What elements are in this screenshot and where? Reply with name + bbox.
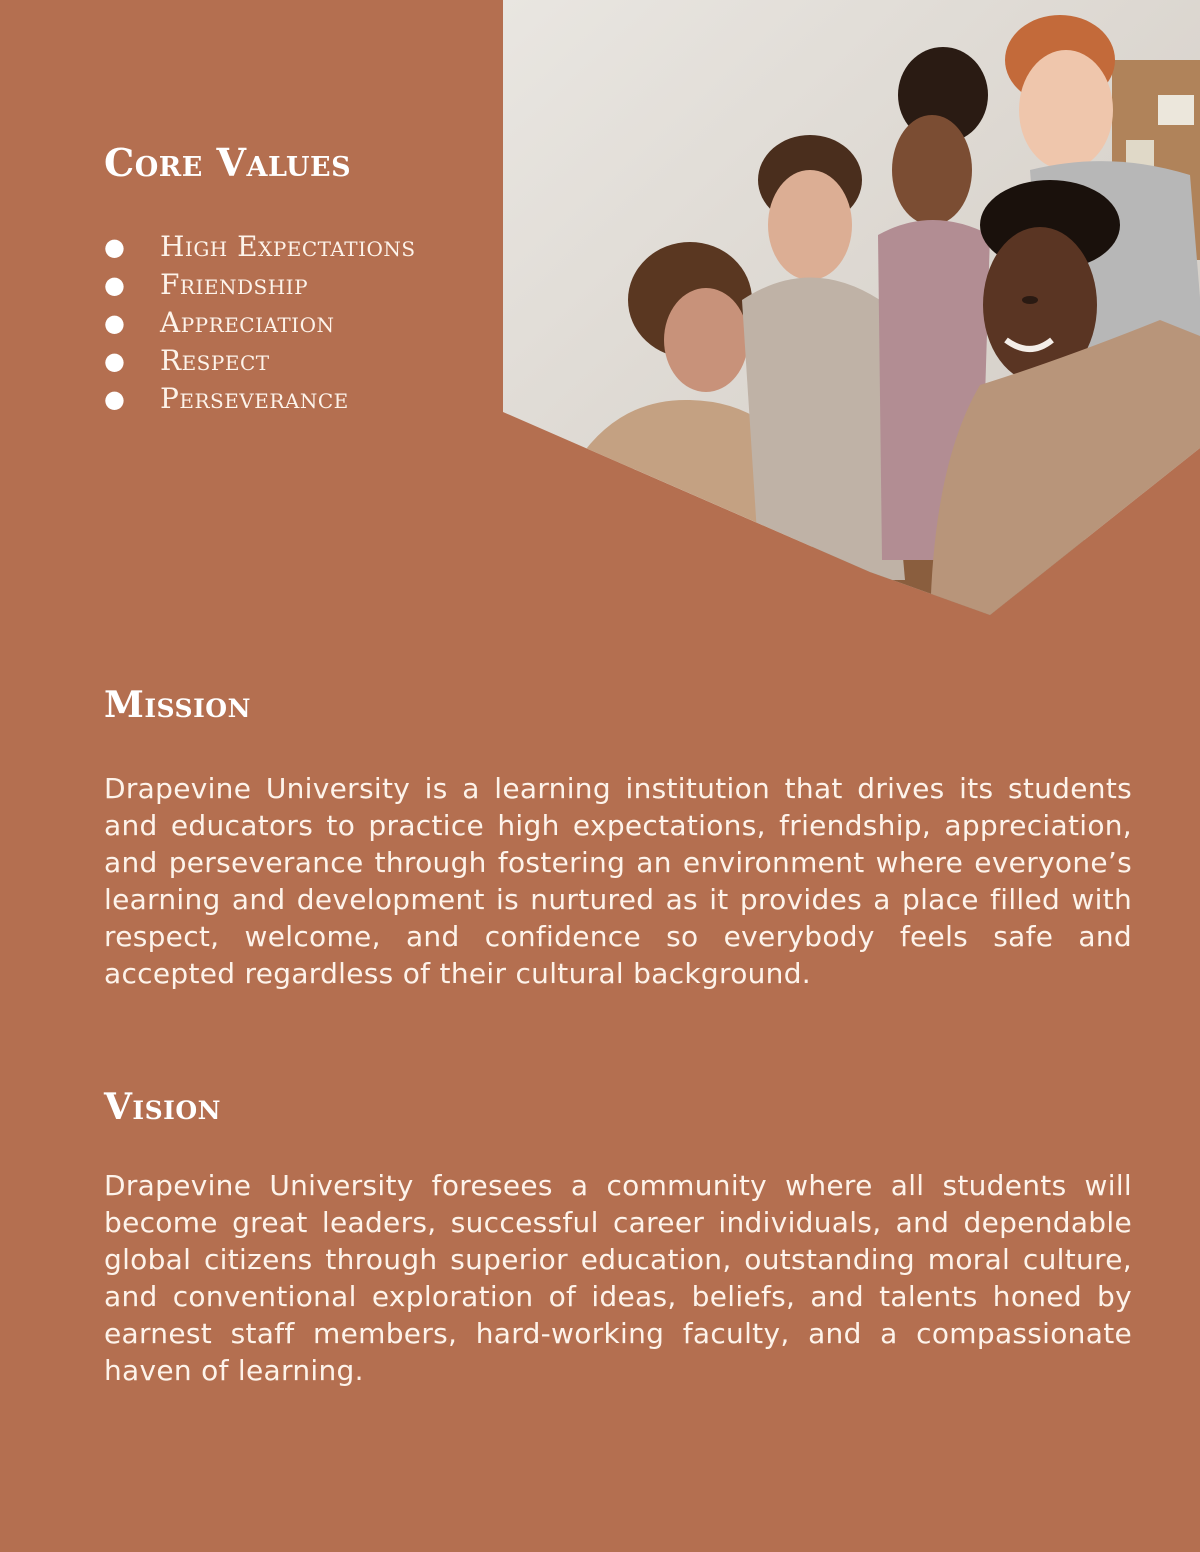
bullet-icon: ● <box>104 271 126 299</box>
core-value-item <box>104 342 416 380</box>
vision-title: Vision <box>104 1086 222 1128</box>
core-value-label: Friendship <box>160 268 309 301</box>
core-value-label: Respect <box>160 344 270 377</box>
vision-text: Drapevine University foresees a community where all students will become great leaders, successful career individuals, and dependable global citizens through superior education, outstanding moral culture, and conventional exploration of ideas, beliefs, and talents honed by earnest staff members, hard-working faculty, and a compassionate haven of learning. <box>104 1169 1132 1387</box>
core-values-list <box>104 228 416 418</box>
core-value-item <box>104 228 416 266</box>
mission-text: Drapevine University is a learning institution that drives its students and educators to practice high expectations, friendship, appreciation, and perseverance through fostering an environment where everyone’s learning and development is nurtured as it provides a place filled with respect, welcome, and confidence so everybody feels safe and accepted regardless of their cultural background. <box>104 772 1132 990</box>
core-value-item <box>104 304 416 342</box>
bullet-icon: ● <box>104 347 126 375</box>
core-value-label: High Expectations <box>160 230 416 263</box>
bullet-icon: ● <box>104 385 126 413</box>
core-value-item <box>104 380 416 418</box>
core-value-label: Appreciation <box>160 306 335 339</box>
bullet-icon: ● <box>104 233 126 261</box>
bullet-icon: ● <box>104 309 126 337</box>
core-values-title: Core Values <box>104 140 352 185</box>
mission-title: Mission <box>104 684 251 726</box>
core-value-item <box>104 266 416 304</box>
core-value-label: Perseverance <box>160 382 349 415</box>
